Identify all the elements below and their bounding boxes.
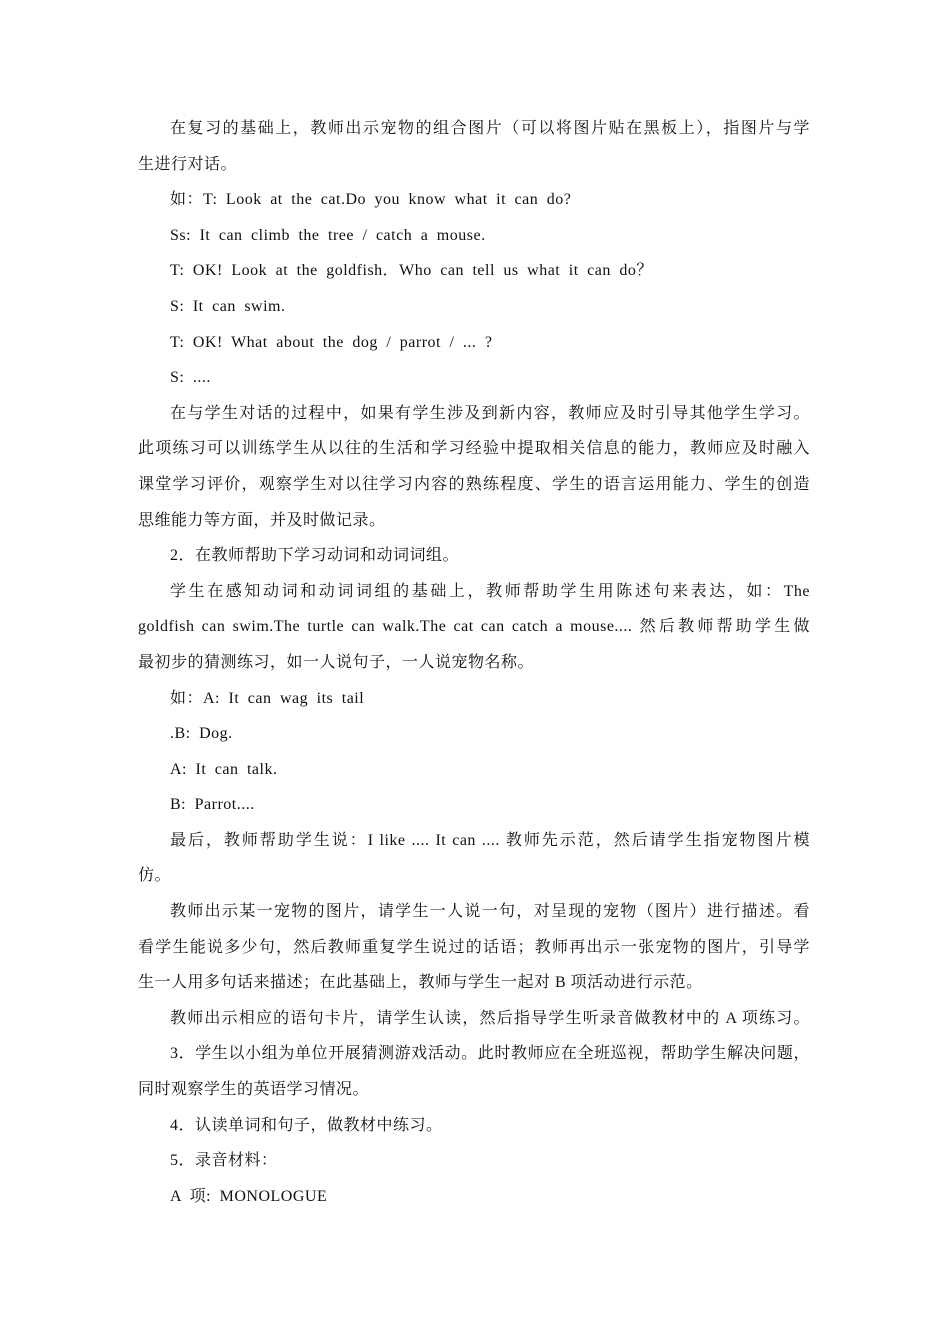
text-line-27: 3．学生以小组为单位开展猜测游戏活动。此时教师应在全班巡视，帮助学生解决问题， — [170, 1045, 810, 1063]
text-line-26: 教师出示相应的语句卡片，请学生认读，然后指导学生听录音做教材中的 A 项练习。 — [170, 1009, 810, 1027]
text-line-23: 教师出示某一宠物的图片，请学生一人说一句，对呈现的宠物（图片）进行描述。看 — [170, 903, 810, 921]
text-line-16: 最初步的猜测练习，如一人说句子，一人说宠物名称。 — [138, 653, 535, 671]
text-line-5: T: OK! Look at the goldfish．Who can tell us what it can do？ — [170, 262, 653, 280]
text-line-21: 最后，教师帮助学生说：I like .... It can .... 教师先示范，然后请学生指宠物图片模 — [170, 831, 810, 849]
text-line-31: A 项: MONOLOGUE — [170, 1187, 328, 1205]
text-line-10: 此项练习可以训练学生从以往的生活和学习经验中提取相关信息的能力，教师应及时融入 — [138, 440, 810, 458]
text-line-12: 思维能力等方面，并及时做记录。 — [138, 511, 386, 529]
text-line-11: 课堂学习评价，观察学生对以往学习内容的熟练程度、学生的语言运用能力、学生的创造 — [138, 475, 810, 493]
text-line-8: S: .... — [170, 369, 211, 387]
text-line-18: .B: Dog. — [170, 725, 233, 743]
text-line-22: 仿。 — [138, 867, 172, 885]
text-line-3: 如：T: Look at the cat.Do you know what it can do? — [170, 191, 572, 209]
text-line-4: Ss: It can climb the tree / catch a mouse. — [170, 226, 486, 244]
text-line-15: goldfish can swim.The turtle can walk.The cat can catch a mouse.... 然后教师帮助学生做 — [138, 618, 810, 636]
text-block — [138, 111, 810, 1214]
text-line-19: A: It can talk. — [170, 760, 278, 778]
text-line-24: 看学生能说多少句，然后教师重复学生说过的话语；教师再出示一张宠物的图片，引导学 — [138, 938, 810, 956]
text-line-29: 4．认读单词和句子，做教材中练习。 — [170, 1116, 443, 1134]
text-line-1: 在复习的基础上，教师出示宠物的组合图片（可以将图片贴在黑板上），指图片与学 — [170, 120, 810, 137]
text-line-9: 在与学生对话的过程中，如果有学生涉及到新内容，教师应及时引导其他学生学习。 — [170, 404, 810, 422]
text-line-6: S: It can swim. — [170, 297, 286, 315]
text-line-13: 2．在教师帮助下学习动词和动词词组。 — [170, 547, 460, 565]
text-line-30: 5．录音材料： — [170, 1152, 278, 1170]
text-line-14: 学生在感知动词和动词词组的基础上，教师帮助学生用陈述句来表达，如：The — [170, 582, 810, 600]
text-line-7: T: OK! What about the dog / parrot / ... ? — [170, 333, 493, 351]
text-line-28: 同时观察学生的英语学习情况。 — [138, 1081, 370, 1099]
text-line-25: 生一人用多句话来描述；在此基础上，教师与学生一起对 B 项活动进行示范。 — [138, 974, 703, 992]
text-line-2: 生进行对话。 — [138, 155, 238, 173]
text-line-17: 如：A: It can wag its tail — [170, 689, 365, 707]
text-line-20: B: Parrot.... — [170, 796, 255, 814]
